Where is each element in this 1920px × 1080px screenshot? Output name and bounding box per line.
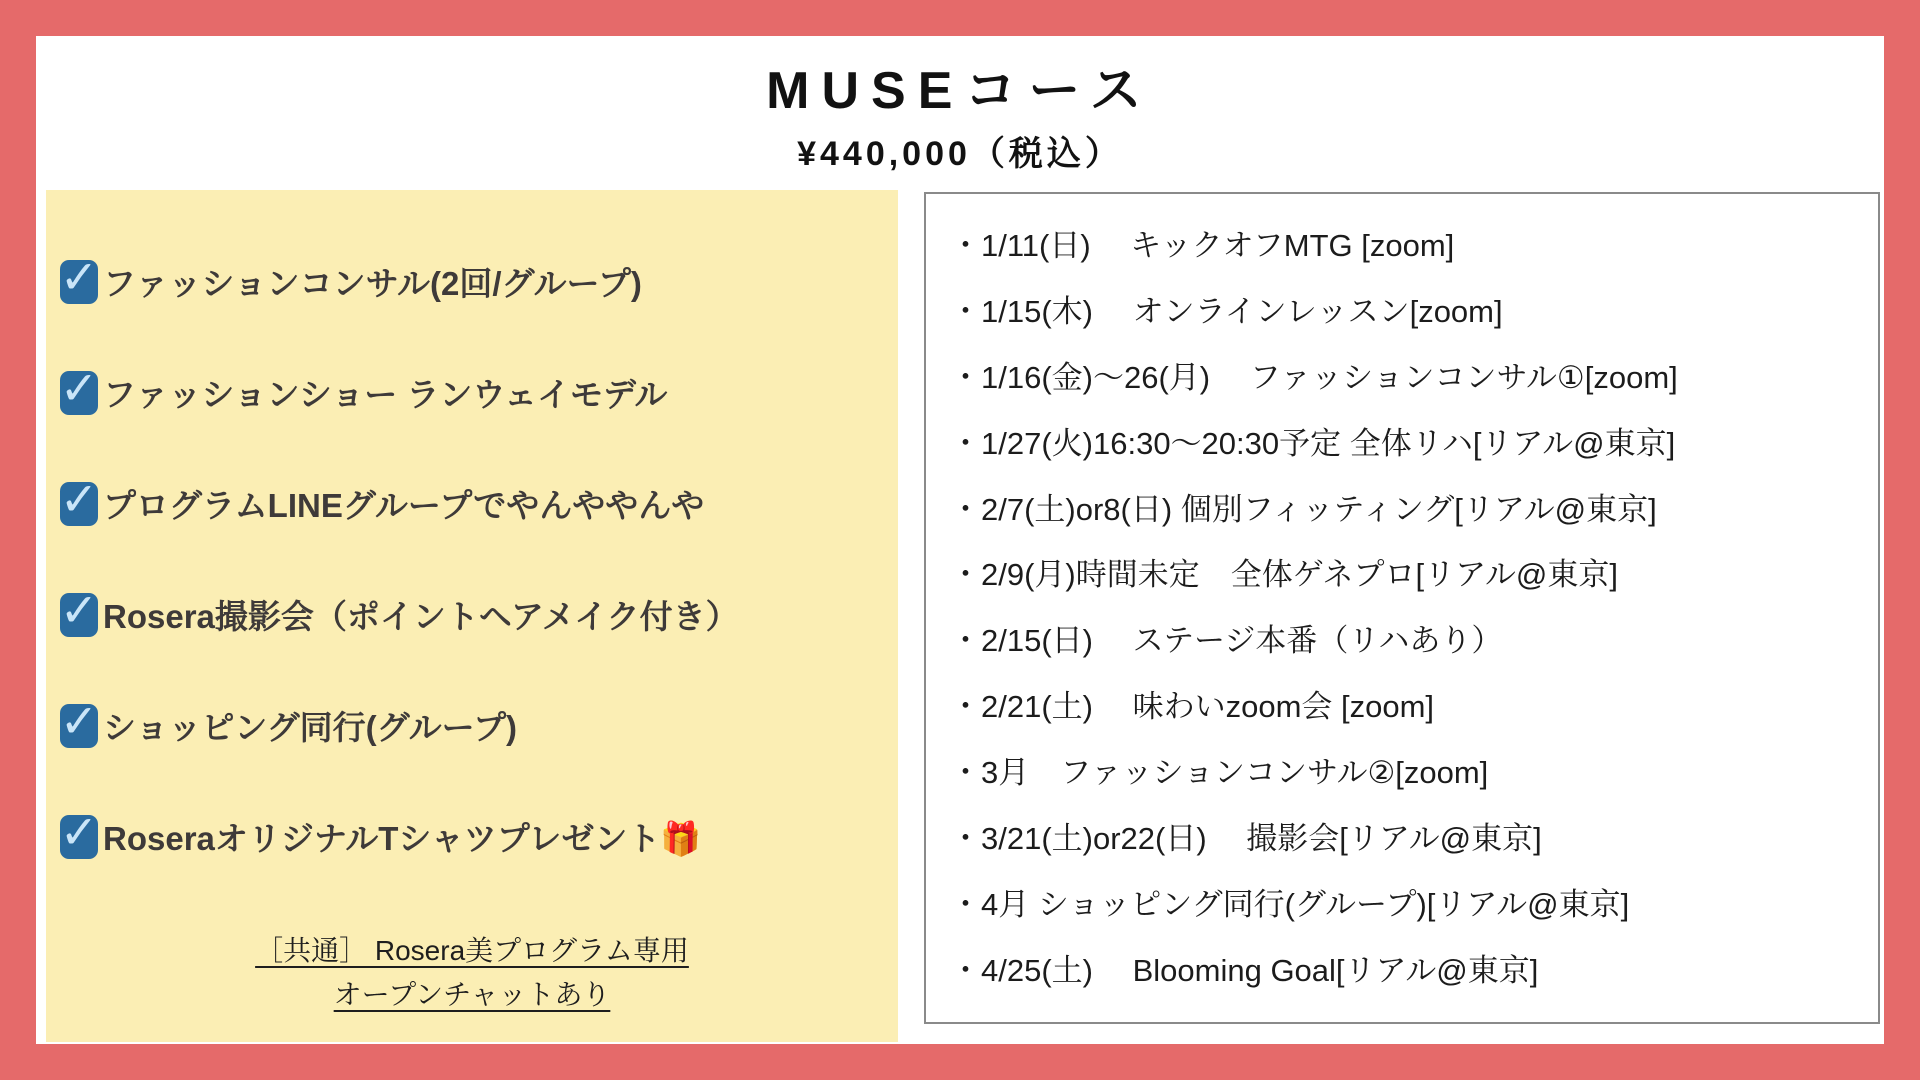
course-title: MUSEコース: [766, 62, 1154, 120]
schedule-item: ・1/27(火)16:30～20:30予定 全体リハ[リアル@東京]: [950, 425, 1676, 461]
feature-label: Rosera撮影会（ポイントヘアメイク付き）: [103, 598, 739, 635]
feature-item: [59, 805, 884, 860]
check-glyph-icon: ✓: [59, 694, 99, 747]
schedule-panel: [924, 192, 1880, 1024]
feature-label: プログラムLINEグループでやんややんや: [103, 487, 705, 524]
feature-label: ファッションコンサル(2回/グループ): [103, 265, 642, 302]
check-glyph-icon: ✓: [59, 472, 99, 525]
checkbox-checked-icon: [59, 361, 99, 415]
feature-item: [59, 472, 884, 527]
schedule-item: ・1/11(日) キックオフMTG [zoom]: [950, 227, 1455, 263]
feature-item: [59, 694, 884, 749]
common-note-line2: オープンチャットあり: [333, 978, 611, 1010]
schedule-item: ・2/7(土)or8(日) 個別フィッティング[リアル@東京]: [950, 491, 1657, 527]
check-glyph-icon: ✓: [59, 250, 99, 303]
check-glyph-icon: ✓: [59, 361, 99, 414]
checkbox-checked-icon: [59, 472, 99, 526]
schedule-item: ・4月 ショッピング同行(グループ)[リアル@東京]: [950, 887, 1630, 923]
feature-item: [59, 361, 884, 416]
schedule-item: ・3/21(土)or22(日) 撮影会[リアル@東京]: [950, 821, 1542, 857]
course-card: [36, 36, 1884, 1044]
schedule-item: ・2/9(月)時間未定 全体ゲネプロ[リアル@東京]: [950, 557, 1618, 593]
course-header: [36, 36, 1884, 175]
schedule-item: ・3月 ファッションコンサル②[zoom]: [950, 755, 1489, 791]
features-footer: [60, 929, 884, 1016]
checkbox-checked-icon: [59, 694, 99, 748]
checkbox-checked-icon: [59, 250, 99, 304]
common-note-line1: ［共通］ Rosera美プログラム専用: [255, 935, 689, 967]
schedule-item: ・2/21(土) 味わいzoom会 [zoom]: [950, 689, 1435, 725]
feature-label: ファッションショー ランウェイモデル: [103, 376, 668, 413]
feature-label: RoseraオリジナルTシャツプレゼント🎁: [103, 820, 702, 857]
check-glyph-icon: ✓: [59, 805, 99, 858]
feature-list: [59, 250, 884, 860]
checkbox-checked-icon: [59, 805, 99, 859]
feature-label: ショッピング同行(グループ): [103, 709, 518, 746]
schedule-item: ・2/15(日) ステージ本番（リハあり）: [950, 623, 1503, 659]
feature-item: [59, 250, 884, 305]
schedule-item: ・1/15(木) オンラインレッスン[zoom]: [950, 293, 1503, 329]
schedule-item: ・4/25(土) Blooming Goal[リアル@東京]: [950, 953, 1539, 989]
feature-item: [59, 583, 884, 638]
checkbox-checked-icon: [59, 583, 99, 637]
schedule-item: ・1/16(金)～26(月) ファッションコンサル①[zoom]: [950, 359, 1678, 395]
check-glyph-icon: ✓: [59, 583, 99, 636]
features-panel: [46, 190, 898, 1042]
course-price: ¥440,000（税込）: [797, 134, 1123, 173]
